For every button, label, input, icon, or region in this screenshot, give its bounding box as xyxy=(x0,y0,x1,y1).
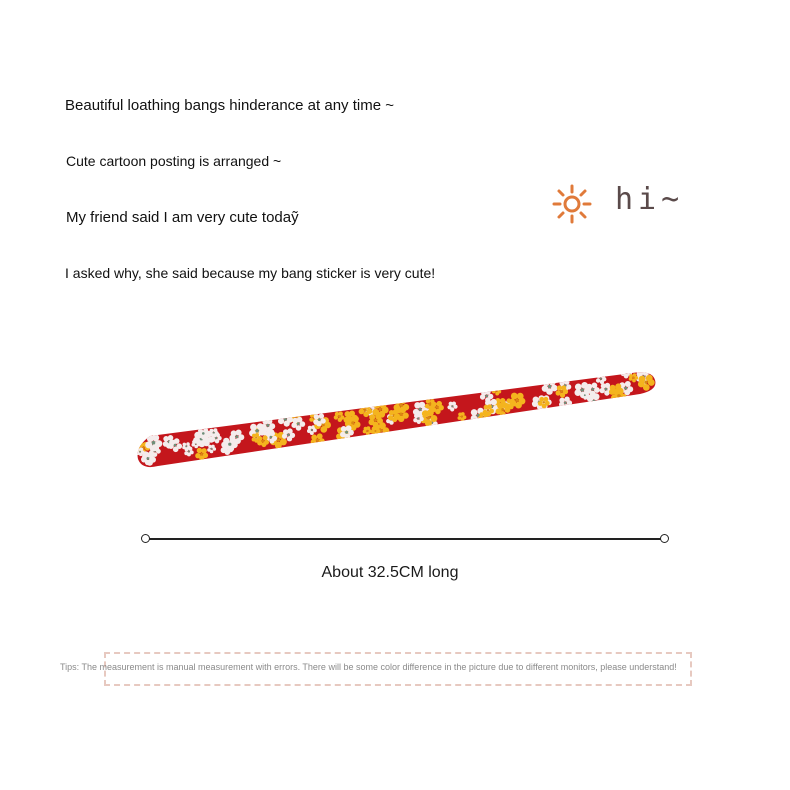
flower-motif xyxy=(586,383,600,397)
ruler-end-left xyxy=(141,534,150,543)
flower-motif xyxy=(413,402,428,418)
flower-motif xyxy=(193,431,210,448)
flower-motif xyxy=(222,437,237,452)
flower-motif xyxy=(265,431,278,444)
flower-motif xyxy=(270,432,287,449)
flower-motif xyxy=(580,391,589,400)
flower-motif xyxy=(609,383,624,397)
flower-motif xyxy=(229,430,244,445)
length-label: About 32.5CM long xyxy=(321,564,459,581)
flower-motif xyxy=(447,402,457,412)
flower-motif xyxy=(253,426,263,436)
flower-motif xyxy=(372,422,389,439)
flower-motif xyxy=(184,447,193,457)
flower-motif xyxy=(313,413,326,426)
flower-motif xyxy=(211,433,222,444)
flower-motif xyxy=(425,399,436,410)
flower-motif xyxy=(334,411,345,422)
flower-motif xyxy=(249,423,265,439)
flower-motif xyxy=(192,440,201,448)
flower-motif xyxy=(532,395,547,410)
flower-motif xyxy=(278,412,293,427)
length-ruler xyxy=(141,533,669,545)
flower-motif xyxy=(221,441,235,455)
flower-motif xyxy=(492,387,501,396)
sun-icon xyxy=(552,184,592,224)
flower-motif xyxy=(386,414,397,425)
flower-motif xyxy=(394,407,409,422)
flower-motif xyxy=(149,446,161,458)
flower-motif xyxy=(538,397,550,409)
flower-motif xyxy=(431,401,444,414)
flower-motif xyxy=(209,428,219,437)
flower-motif xyxy=(538,395,552,409)
hi-greeting: hi~ xyxy=(615,182,685,217)
flower-motif xyxy=(388,409,400,422)
flower-motif xyxy=(138,442,151,454)
flower-motif xyxy=(289,412,302,425)
flower-motif xyxy=(394,397,410,413)
flower-motif xyxy=(611,388,627,404)
flower-motif xyxy=(426,417,437,428)
flower-motif xyxy=(257,435,269,447)
flower-motif xyxy=(636,369,652,385)
flower-motif xyxy=(413,413,424,424)
flower-motif xyxy=(263,426,275,437)
ruler-end-right xyxy=(660,534,669,543)
flower-motif xyxy=(168,438,182,452)
flower-motif xyxy=(314,417,331,433)
flower-motif xyxy=(141,451,156,465)
flower-motif xyxy=(182,442,190,450)
caption-line-3: My friend said I am very cute todaỹ xyxy=(66,209,299,226)
flower-motif xyxy=(340,425,354,439)
flower-motif xyxy=(502,400,514,412)
flower-motif xyxy=(480,389,494,402)
flower-motif xyxy=(505,398,516,409)
flower-motif xyxy=(307,425,317,435)
flower-motif xyxy=(458,412,467,421)
flower-motif xyxy=(141,452,154,465)
flower-motif xyxy=(483,404,494,416)
flower-motif xyxy=(619,381,633,395)
flower-motif xyxy=(291,417,305,431)
flower-motif xyxy=(145,434,162,451)
flower-motif xyxy=(363,426,372,435)
flower-motif xyxy=(471,408,487,424)
flower-motif xyxy=(198,428,210,440)
flower-motif xyxy=(621,367,633,379)
flower-motif xyxy=(364,404,376,416)
tips-text: Tips: The measurement is manual measurement with errors. There will be some color difference in the picture due to different monitors, please understand! xyxy=(60,662,677,672)
flower-motif xyxy=(199,431,215,447)
flower-motif xyxy=(309,413,319,423)
flower-motif xyxy=(420,409,437,426)
flower-motif xyxy=(207,445,216,454)
flower-motif xyxy=(596,374,607,384)
flower-motif xyxy=(163,435,176,449)
flower-motif xyxy=(600,383,613,396)
caption-line-2: Cute cartoon posting is arranged ~ xyxy=(66,153,282,169)
flower-motif xyxy=(261,418,276,433)
flower-motif xyxy=(311,433,325,447)
flower-motif xyxy=(638,375,655,391)
flower-motif xyxy=(494,398,508,411)
flower-motif xyxy=(542,379,558,395)
flower-motif xyxy=(559,397,572,410)
flower-motif xyxy=(282,428,295,441)
caption-line-4: I asked why, she said because my bang sticker is very cute! xyxy=(65,265,436,281)
flower-motif xyxy=(345,416,361,431)
flower-motif xyxy=(559,380,571,392)
flower-motif xyxy=(359,404,373,417)
ruler-line xyxy=(147,538,663,540)
flower-motif xyxy=(629,373,638,382)
flower-motif xyxy=(344,411,358,426)
flower-motif xyxy=(336,427,350,441)
flower-motif xyxy=(369,414,384,428)
flower-motif xyxy=(423,408,432,417)
flower-motif xyxy=(195,448,208,461)
flower-motif xyxy=(252,433,262,443)
flower-motif xyxy=(575,382,591,398)
flower-motif xyxy=(478,412,488,422)
caption-line-1: Beautiful loathing bangs hinderance at any time ~ xyxy=(65,97,394,114)
flower-motif xyxy=(147,441,158,451)
flower-motif xyxy=(556,385,569,397)
flower-motif xyxy=(496,402,511,417)
flower-motif xyxy=(509,393,525,409)
flower-motif xyxy=(586,393,602,410)
flower-motif xyxy=(371,426,380,435)
flower-motif xyxy=(136,448,145,457)
flower-motif xyxy=(372,402,388,418)
flower-motif xyxy=(484,399,499,414)
